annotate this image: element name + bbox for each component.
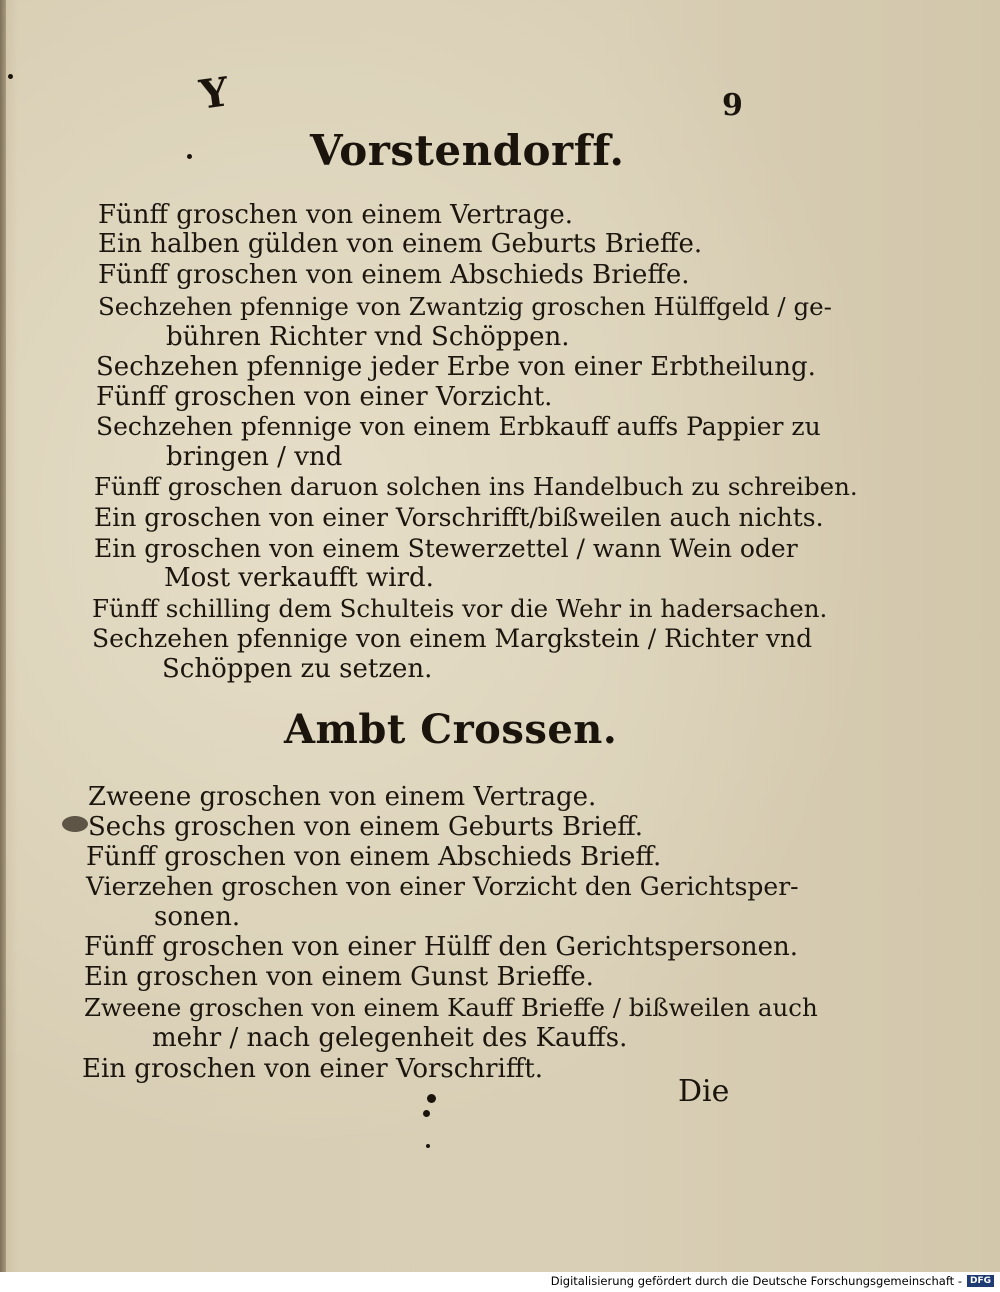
text-line: Fünff groschen von einer Vorzicht. [96, 382, 553, 412]
text-line: Sechzehen pfennige von einem Erbkauff auffs Pappier zu [96, 412, 821, 441]
page-gutter [0, 0, 6, 1272]
ink-dot [423, 1110, 430, 1117]
text-line: Sechzehen pfennige von Zwantzig groschen Hülffgeld / ge- [98, 292, 832, 321]
text-line: Zweene groschen von einem Kauff Brieffe / bißweilen auch [84, 993, 818, 1022]
page-number: 9 [722, 88, 743, 123]
dfg-logo: DFG [967, 1275, 994, 1287]
ink-dot [427, 1094, 436, 1103]
text-line: Fünff schilling dem Schulteis vor die Wehr in hadersachen. [92, 594, 828, 623]
text-line: bringen / vnd [166, 442, 343, 472]
text-line: Vierzehen groschen von einer Vorzicht den Gerichtsper- [86, 872, 799, 901]
text-line: Fünff groschen von einer Hülff den Gerichtspersonen. [84, 932, 799, 962]
text-line: sonen. [154, 902, 241, 932]
text-line: Ein groschen von einer Vorschrifft/bißweilen auch nichts. [94, 503, 824, 532]
text-line: Sechzehen pfennige von einem Margkstein / Richter vnd [92, 624, 813, 653]
text-line: Zweene groschen von einem Vertrage. [88, 782, 597, 812]
section-heading: Vorstendorff. [310, 126, 625, 175]
text-line: Fünff groschen von einem Abschieds Brieff. [86, 842, 662, 872]
text-line: Ein groschen von einer Vorschrifft. [82, 1054, 544, 1084]
ink-dot [426, 1144, 430, 1148]
text-line: mehr / nach gelegenheit des Kauffs. [152, 1023, 628, 1053]
text-line: Fünff groschen daruon solchen ins Handelbuch zu schreiben. [94, 472, 858, 501]
text-line: Ein halben gülden von einem Geburts Brieffe. [98, 229, 703, 259]
text-line: Sechzehen pfennige jeder Erbe von einer Erbtheilung. [96, 352, 816, 382]
section-heading: Ambt Crossen. [284, 706, 618, 753]
text-line: bühren Richter vnd Schöppen. [166, 322, 570, 352]
ink-dot [8, 74, 13, 79]
catchword: Die [678, 1074, 730, 1109]
footer-credit: Digitalisierung gefördert durch die Deutsche Forschungsgemeinschaft - [550, 1274, 962, 1288]
text-line: Ein groschen von einem Stewerzettel / wann Wein oder [94, 534, 798, 563]
printer-mark: Y [196, 68, 232, 119]
text-line: Fünff groschen von einem Abschieds Brieffe. [98, 260, 690, 290]
digitization-footer [0, 1272, 1000, 1292]
ink-dot [187, 154, 192, 159]
text-line: Most verkaufft wird. [164, 563, 434, 593]
text-line: Ein groschen von einem Gunst Brieffe. [84, 962, 594, 992]
text-line: Fünff groschen von einem Vertrage. [98, 200, 574, 230]
ink-smudge [62, 816, 88, 832]
text-line: Sechs groschen von einem Geburts Brieff. [88, 812, 644, 842]
text-line: Schöppen zu setzen. [162, 654, 433, 684]
